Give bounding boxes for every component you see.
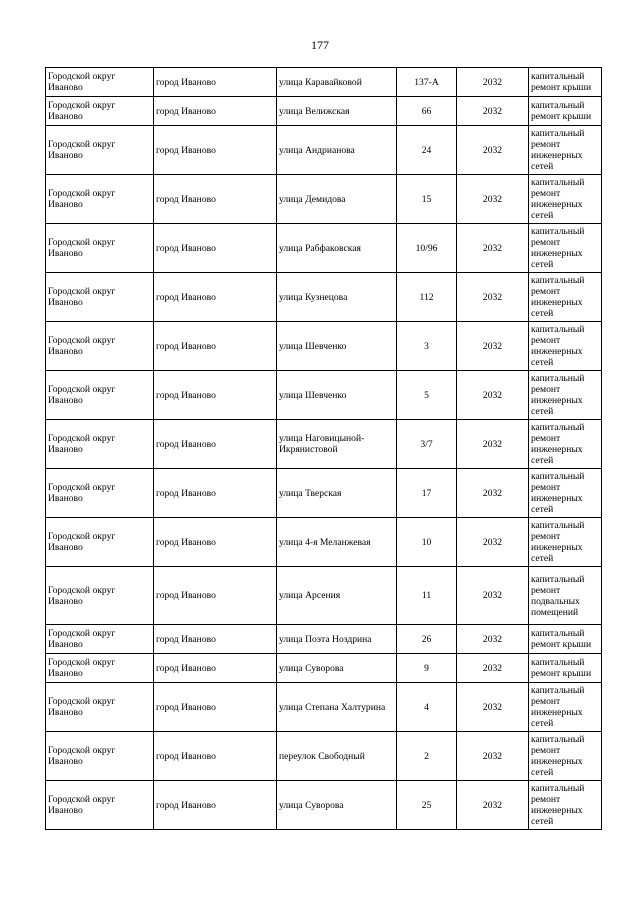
street-cell: улица Шевченко	[277, 371, 397, 420]
year-cell: 2032	[457, 518, 529, 567]
year-cell: 2032	[457, 68, 529, 97]
city-cell: город Иваново	[154, 322, 277, 371]
district-cell: Городской округ Иваново	[46, 781, 154, 830]
table-row	[46, 322, 602, 371]
year-cell: 2032	[457, 224, 529, 273]
work-type-cell: капитальный ремонт крыши	[529, 654, 602, 683]
house-number-cell: 4	[397, 683, 457, 732]
work-type-cell: капитальный ремонт инженерных сетей	[529, 224, 602, 273]
street-cell: улица Андрианова	[277, 126, 397, 175]
work-type-cell: капитальный ремонт инженерных сетей	[529, 518, 602, 567]
year-cell: 2032	[457, 781, 529, 830]
work-type-cell: капитальный ремонт инженерных сетей	[529, 175, 602, 224]
table-row	[46, 371, 602, 420]
table-body	[46, 68, 602, 830]
street-cell: улица Кузнецова	[277, 273, 397, 322]
repair-schedule-table	[45, 67, 602, 830]
city-cell: город Иваново	[154, 781, 277, 830]
work-type-cell: капитальный ремонт инженерных сетей	[529, 371, 602, 420]
table-row	[46, 625, 602, 654]
table-row	[46, 175, 602, 224]
district-cell: Городской округ Иваново	[46, 126, 154, 175]
street-cell: улица 4-я Меланжевая	[277, 518, 397, 567]
table-row	[46, 732, 602, 781]
district-cell: Городской округ Иваново	[46, 567, 154, 625]
work-type-cell: капитальный ремонт инженерных сетей	[529, 732, 602, 781]
district-cell: Городской округ Иваново	[46, 683, 154, 732]
work-type-cell: капитальный ремонт крыши	[529, 97, 602, 126]
house-number-cell: 112	[397, 273, 457, 322]
year-cell: 2032	[457, 175, 529, 224]
table-row	[46, 567, 602, 625]
district-cell: Городской округ Иваново	[46, 68, 154, 97]
house-number-cell: 10/96	[397, 224, 457, 273]
table-row	[46, 126, 602, 175]
house-number-cell: 24	[397, 126, 457, 175]
year-cell: 2032	[457, 97, 529, 126]
city-cell: город Иваново	[154, 273, 277, 322]
house-number-cell: 3	[397, 322, 457, 371]
district-cell: Городской округ Иваново	[46, 732, 154, 781]
street-cell: улица Каравайковой	[277, 68, 397, 97]
street-cell: улица Степана Халтурина	[277, 683, 397, 732]
street-cell: улица Рабфаковская	[277, 224, 397, 273]
street-cell: улица Демидова	[277, 175, 397, 224]
table-row	[46, 654, 602, 683]
street-cell: улица Тверская	[277, 469, 397, 518]
table-row	[46, 224, 602, 273]
city-cell: город Иваново	[154, 224, 277, 273]
district-cell: Городской округ Иваново	[46, 371, 154, 420]
table-row	[46, 420, 602, 469]
year-cell: 2032	[457, 654, 529, 683]
city-cell: город Иваново	[154, 371, 277, 420]
year-cell: 2032	[457, 683, 529, 732]
city-cell: город Иваново	[154, 175, 277, 224]
street-cell: улица Суворова	[277, 654, 397, 683]
street-cell: улица Суворова	[277, 781, 397, 830]
city-cell: город Иваново	[154, 683, 277, 732]
work-type-cell: капитальный ремонт инженерных сетей	[529, 126, 602, 175]
district-cell: Городской округ Иваново	[46, 625, 154, 654]
work-type-cell: капитальный ремонт подвальных помещений	[529, 567, 602, 625]
district-cell: Городской округ Иваново	[46, 175, 154, 224]
house-number-cell: 17	[397, 469, 457, 518]
page-number: 177	[311, 38, 329, 52]
year-cell: 2032	[457, 371, 529, 420]
year-cell: 2032	[457, 469, 529, 518]
district-cell: Городской округ Иваново	[46, 322, 154, 371]
house-number-cell: 25	[397, 781, 457, 830]
work-type-cell: капитальный ремонт инженерных сетей	[529, 273, 602, 322]
year-cell: 2032	[457, 273, 529, 322]
year-cell: 2032	[457, 732, 529, 781]
year-cell: 2032	[457, 625, 529, 654]
district-cell: Городской округ Иваново	[46, 469, 154, 518]
city-cell: город Иваново	[154, 654, 277, 683]
year-cell: 2032	[457, 126, 529, 175]
city-cell: город Иваново	[154, 126, 277, 175]
district-cell: Городской округ Иваново	[46, 518, 154, 567]
district-cell: Городской округ Иваново	[46, 273, 154, 322]
work-type-cell: капитальный ремонт крыши	[529, 68, 602, 97]
work-type-cell: капитальный ремонт инженерных сетей	[529, 420, 602, 469]
table-row	[46, 518, 602, 567]
street-cell: улица Шевченко	[277, 322, 397, 371]
city-cell: город Иваново	[154, 68, 277, 97]
street-cell: переулок Свободный	[277, 732, 397, 781]
work-type-cell: капитальный ремонт инженерных сетей	[529, 469, 602, 518]
house-number-cell: 66	[397, 97, 457, 126]
table-row	[46, 68, 602, 97]
house-number-cell: 11	[397, 567, 457, 625]
house-number-cell: 137-А	[397, 68, 457, 97]
house-number-cell: 15	[397, 175, 457, 224]
table-row	[46, 469, 602, 518]
street-cell: улица Поэта Ноздрина	[277, 625, 397, 654]
table-row	[46, 97, 602, 126]
work-type-cell: капитальный ремонт инженерных сетей	[529, 322, 602, 371]
city-cell: город Иваново	[154, 420, 277, 469]
work-type-cell: капитальный ремонт инженерных сетей	[529, 683, 602, 732]
district-cell: Городской округ Иваново	[46, 420, 154, 469]
street-cell: улица Наговицыной-Икрянистовой	[277, 420, 397, 469]
house-number-cell: 3/7	[397, 420, 457, 469]
house-number-cell: 10	[397, 518, 457, 567]
house-number-cell: 5	[397, 371, 457, 420]
house-number-cell: 26	[397, 625, 457, 654]
city-cell: город Иваново	[154, 625, 277, 654]
year-cell: 2032	[457, 567, 529, 625]
house-number-cell: 2	[397, 732, 457, 781]
district-cell: Городской округ Иваново	[46, 224, 154, 273]
city-cell: город Иваново	[154, 732, 277, 781]
work-type-cell: капитальный ремонт инженерных сетей	[529, 781, 602, 830]
table-row	[46, 781, 602, 830]
work-type-cell: капитальный ремонт крыши	[529, 625, 602, 654]
table-row	[46, 273, 602, 322]
street-cell: улица Велижская	[277, 97, 397, 126]
house-number-cell: 9	[397, 654, 457, 683]
year-cell: 2032	[457, 420, 529, 469]
city-cell: город Иваново	[154, 97, 277, 126]
year-cell: 2032	[457, 322, 529, 371]
city-cell: город Иваново	[154, 567, 277, 625]
street-cell: улица Арсения	[277, 567, 397, 625]
district-cell: Городской округ Иваново	[46, 654, 154, 683]
city-cell: город Иваново	[154, 518, 277, 567]
district-cell: Городской округ Иваново	[46, 97, 154, 126]
table-row	[46, 683, 602, 732]
city-cell: город Иваново	[154, 469, 277, 518]
